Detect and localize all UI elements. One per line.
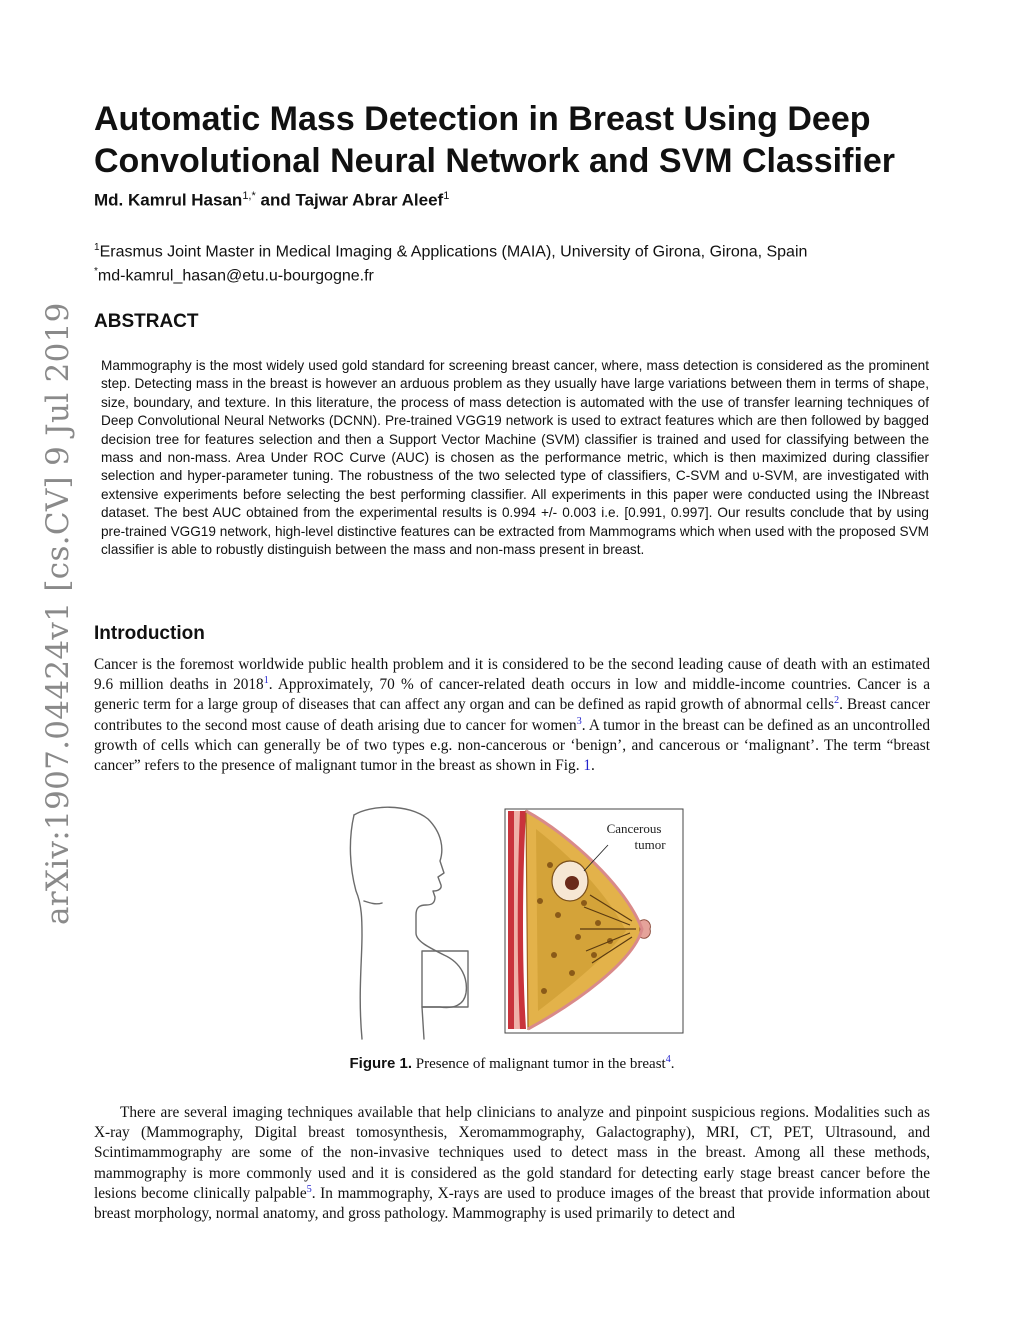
caption-end: . <box>670 1056 675 1072</box>
figure-1-caption <box>0 1055 1024 1073</box>
introduction-heading: Introduction <box>94 623 205 644</box>
paper-title: Automatic Mass Detection in Breast Using Deep Convolutional Neural Network and SVM Classifier <box>94 100 896 180</box>
author-connector: and <box>260 190 291 210</box>
text-run: Cancer is the foremost worldwide public health problem and it is considered to be the second leading cause of death with an estimated 9.6 million deaths in 2018 <box>94 656 930 694</box>
caption-text: Presence of malignant tumor in the breast <box>415 1056 666 1072</box>
affiliation-text: Erasmus Joint Master in Medical Imaging & Applications (MAIA), University of Girona, Girona, Spain <box>99 243 808 261</box>
citation-link[interactable]: 1 <box>263 675 269 687</box>
figure-label: Figure 1. <box>349 1055 413 1072</box>
tumor-label-line-1: Cancerous <box>606 821 662 836</box>
affiliation-line <box>94 238 954 262</box>
tumor-label-line-2: tumor <box>634 837 666 852</box>
text-run: There are several imaging techniques available that help clinicians to analyze and pinpoint suspicious regions. Modalities such as X-ray (Mammography, Digital breast tomosynthesis, Xeromammography, Galactography), MRI, CT, PET, Ultrasound, and Scintimammography are some of the non-invasive techniques used to detect mass in the breast. Among all these methods, mammography is more commonly used and it is considered as the gold standard for detecting early stage breast cancer before the lesions become clinically palpable <box>94 1104 930 1202</box>
email-line <box>94 262 954 286</box>
citation-link[interactable]: 2 <box>834 695 840 707</box>
arxiv-stamp: arXiv:1907.04424v1 [cs.CV] 9 Jul 2019 <box>40 302 76 925</box>
author-name: Tajwar Abrar Aleef <box>295 190 444 210</box>
citation-link[interactable]: 5 <box>306 1183 312 1195</box>
affiliation-mark: 1,* <box>242 190 256 202</box>
author-line <box>94 190 449 211</box>
affiliations <box>94 238 954 287</box>
figure-reference-link[interactable]: 1 <box>583 757 591 775</box>
author-name: Md. Kamrul Hasan <box>94 190 243 210</box>
text-run: . <box>591 757 595 775</box>
silhouette-drawing <box>350 807 468 1039</box>
citation-link[interactable]: 3 <box>576 715 582 727</box>
text-run: . A tumor in the breast can be defined as an uncontrolled growth of cells which can generally be of two types e.g. non-cancerous or ‘benign’, and cancerous or ‘malignant’. The term “breast cancer” refers to the presence of malignant tumor in the breast as shown in Fig. <box>94 716 930 775</box>
email-mark: * <box>94 266 98 278</box>
abstract-heading: ABSTRACT <box>94 311 199 332</box>
cross-section-illustration <box>505 809 683 1033</box>
citation-link[interactable]: 4 <box>665 1054 671 1065</box>
figure-1 <box>340 805 690 1040</box>
affiliation-mark: 1 <box>443 190 450 202</box>
corresponding-email: md-kamrul_hasan@etu.u-bourgogne.fr <box>97 267 374 285</box>
breast-anatomy-figure <box>340 805 690 1040</box>
intro-paragraph-2 <box>94 1103 930 1224</box>
text-run: . Breast cancer contributes to the second most cause of death arising due to cancer for women <box>94 696 931 734</box>
abstract-text: Mammography is the most widely used gold standard for screening breast cancer, where, mass detection is considered as the prominent step. Detecting mass in the breast is however an arduous problem as they usually have large variations between them in terms of shape, size, boundary, and texture. In this literature, the process of mass detection is automated with the use of transfer learning techniques of Deep Convolutional Neural Networks (DCNN). Pre-trained VGG19 network is used to extract features which are then followed by bagged decision tree for features selection and then a Support Vector Machine (SVM) classifier is trained and used for classifying between the mass and non-mass. Area Under ROC Curve (AUC) is chosen as the performance metric, which is then maximized during classifier selection and hyper-parameter tuning. The robustness of the two selected type of classifiers, C-SVM and υ-SVM, are investigated with extensive experiments before selecting the best performing classifier. All experiments in this paper were conducted using the INbreast dataset. The best AUC obtained from the experimental results is 0.994 +/- 0.003 i.e. [0.991, 0.997]. Our results conclude that by using pre-trained VGG19 network, high-level distinctive features can be extracted from Mammograms which when used with the proposed SVM classifier is able to robustly distinguish between the mass and non-mass present in breast. <box>101 358 929 558</box>
affiliation-mark: 1 <box>94 242 100 253</box>
text-run: . In mammography, X-rays are used to produce images of the breast that provide information about breast morphology, normal anatomy, and gross pathology. Mammography is used primarily to detect and <box>94 1184 930 1223</box>
text-run: . Approximately, 70 % of cancer-related death occurs in low and middle-income countries. Cancer is a generic term for a large group of diseases that can affect any organ and can be defined as rapid growth of abnormal cells <box>94 676 931 714</box>
intro-paragraph-1 <box>94 655 930 776</box>
